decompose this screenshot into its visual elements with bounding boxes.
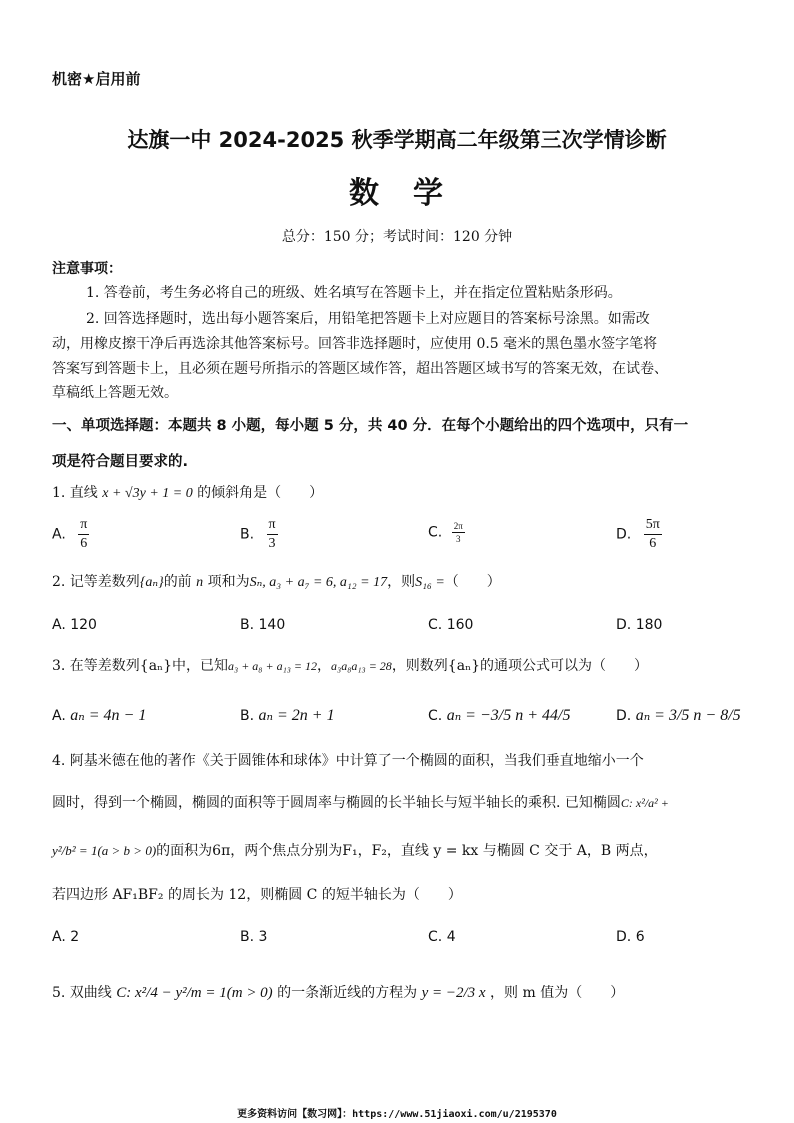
option-label: C. <box>428 617 443 633</box>
q4-ellipse-rhs: y²/b² = 1(a > b > 0) <box>52 843 157 858</box>
q3-prefix: 3. 在等差数列{aₙ}中，已知 <box>52 658 229 674</box>
q4-line-3-text: 的面积为6π，两个焦点分别为F₁，F₂，直线 y = kx 与椭圆 C 交于 A，B 两点， <box>156 843 658 859</box>
frac-num: 5π <box>644 516 662 535</box>
option-label: B. <box>240 708 255 724</box>
option-value: 140 <box>258 617 286 633</box>
option-label: D. <box>616 929 632 945</box>
option-value: aₙ = −3/5 n + 44/5 <box>446 707 571 724</box>
q4-option-a[interactable] <box>52 929 79 945</box>
q3-condition-2: a₃a₈a₁₃ = 28 <box>331 659 392 673</box>
notice-heading: 注意事项： <box>52 261 122 277</box>
frac-den: 3 <box>268 536 276 551</box>
question-1-stem <box>52 482 323 505</box>
q2-option-a[interactable] <box>52 617 97 633</box>
option-label: C. <box>428 524 443 541</box>
option-label: A. <box>52 526 66 543</box>
option-label: A. <box>52 929 66 945</box>
frac-num: 2π <box>453 521 463 531</box>
question-4-line-2 <box>52 792 669 814</box>
section-1-heading-line-2: 项是符合题目要求的. <box>52 454 189 470</box>
question-4-line-3 <box>52 840 658 862</box>
q4-ellipse-lhs: C: x²/a² + <box>620 796 669 810</box>
q5-suffix: ，则 m 值为（ ） <box>490 985 625 1001</box>
q2-option-b[interactable] <box>240 617 285 633</box>
q3-suffix: ，则数列{aₙ}的通项公式可以为（ ） <box>391 658 649 674</box>
subject-title: 数 学 <box>349 176 445 211</box>
frac-den: 6 <box>649 536 657 551</box>
notice-item-2-line-4: 草稿纸上答题无效。 <box>52 385 178 401</box>
notice-item-2-line-2: 动，用橡皮擦干净后再选涂其他答案标号。回答非选择题时，应使用 0.5 毫米的黑色墨水签字笔将 <box>52 336 658 352</box>
question-4-line-4: 若四边形 AF₁BF₂ 的周长为 12，则椭圆 C 的短半轴长为（ ） <box>52 887 462 903</box>
option-label: A. <box>52 708 66 724</box>
q5-mid: 的一条渐近线的方程为 <box>277 985 418 1001</box>
option-value: 2 <box>70 929 80 945</box>
question-5-stem <box>52 982 624 1004</box>
option-label: D. <box>616 526 632 543</box>
q3-option-a[interactable] <box>52 705 146 725</box>
q2-mid3: ，则 <box>387 574 416 590</box>
q2-option-d[interactable] <box>616 617 662 633</box>
q1-option-a[interactable] <box>52 516 89 553</box>
option-value: 160 <box>446 617 474 633</box>
q3-option-b[interactable] <box>240 705 335 725</box>
q1-suffix: 的倾斜角是（ ） <box>197 485 324 501</box>
q1-option-c[interactable] <box>428 520 465 545</box>
q2-option-c[interactable] <box>428 617 473 633</box>
q2-conditions: Sₙ, a₃ + a₇ = 6, a₁₂ = 17 <box>249 575 388 590</box>
q2-prefix: 2. 记等差数列 <box>52 574 140 590</box>
question-4-line-1: 4. 阿基米德在他的著作《关于圆锥体和球体》中计算了一个椭圆的面积，当我们垂直地缩小一个 <box>52 753 644 769</box>
q2-target: S₁₆ = <box>415 575 445 590</box>
q3-sep: ， <box>317 658 332 674</box>
option-label: D. <box>616 617 632 633</box>
q3-condition-1: a₃ + a₈ + a₁₃ = 12 <box>228 659 318 673</box>
option-label: B. <box>240 929 255 945</box>
q2-suffix: （ ） <box>444 574 501 590</box>
option-label: B. <box>240 617 255 633</box>
q4-option-d[interactable] <box>616 929 645 945</box>
q3-option-d[interactable] <box>616 705 741 725</box>
frac-num: π <box>78 516 89 535</box>
option-value: aₙ = 3/5 n − 8/5 <box>635 707 741 724</box>
q2-sequence: {aₙ} <box>139 575 164 590</box>
q1-option-b[interactable] <box>240 516 278 553</box>
q4-option-b[interactable] <box>240 929 267 945</box>
confidential-mark: 机密★启用前 <box>52 70 141 88</box>
q4-line-2-text: 圆时，得到一个椭圆，椭圆的面积等于圆周率与椭圆的长半轴长与短半轴长的乘积. 已知椭圆 <box>52 795 621 811</box>
q2-mid2: 项和为 <box>207 574 250 590</box>
option-value: 6 <box>635 929 645 945</box>
frac-den: 6 <box>80 536 88 551</box>
q2-n: n <box>196 575 204 590</box>
frac-num: π <box>267 516 278 535</box>
q5-hyperbola-equation: C: x²/4 − y²/m = 1(m > 0) <box>116 985 273 1001</box>
section-1-heading-line-1: 一、单项选择题：本题共 8 小题，每小题 5 分，共 40 分．在每个小题给出的四个选项中，只有一 <box>52 418 689 434</box>
option-value: 4 <box>446 929 456 945</box>
q1-equation: x + √3y + 1 = 0 <box>102 486 193 501</box>
q4-option-c[interactable] <box>428 929 456 945</box>
notice-item-2-line-3: 答案写到答题卡上，且必须在题号所指示的答题区域作答，超出答题区域书写的答案无效，在试卷、 <box>52 361 668 377</box>
q5-prefix: 5. 双曲线 <box>52 985 112 1001</box>
notice-item-2-line-1: 2. 回答选择题时，选出每小题答案后，用铅笔把答题卡上对应题目的答案标号涂黑。如需改 <box>86 311 650 327</box>
exam-title: 达旗一中 2024-2025 秋季学期高二年级第三次学情诊断 <box>127 128 667 152</box>
q2-mid: 的前 <box>163 574 192 590</box>
q5-asymptote: y = −2/3 x <box>421 985 486 1001</box>
option-value: aₙ = 2n + 1 <box>258 707 335 724</box>
question-2-stem <box>52 571 501 594</box>
option-value: 120 <box>70 617 97 633</box>
option-value: aₙ = 4n − 1 <box>70 707 147 724</box>
option-value: 180 <box>635 617 663 633</box>
option-label: B. <box>240 526 255 543</box>
q1-option-d[interactable] <box>616 516 662 553</box>
footer-link[interactable]: 更多资料访问【数习网】：https://www.51jiaoxi.com/u/2195370 <box>237 1109 557 1120</box>
option-label: C. <box>428 708 443 724</box>
score-info: 总分：150 分；考试时间：120 分钟 <box>281 229 513 245</box>
q1-prefix: 1. 直线 <box>52 485 98 501</box>
q3-option-c[interactable] <box>428 705 570 725</box>
option-label: D. <box>616 708 632 724</box>
frac-den: 3 <box>456 534 461 544</box>
question-3-stem <box>52 655 648 677</box>
option-label: C. <box>428 929 443 945</box>
notice-item-1: 1. 答卷前，考生务必将自己的班级、姓名填写在答题卡上，并在指定位置粘贴条形码。 <box>86 285 622 301</box>
option-label: A. <box>52 617 66 633</box>
option-value: 3 <box>258 929 268 945</box>
